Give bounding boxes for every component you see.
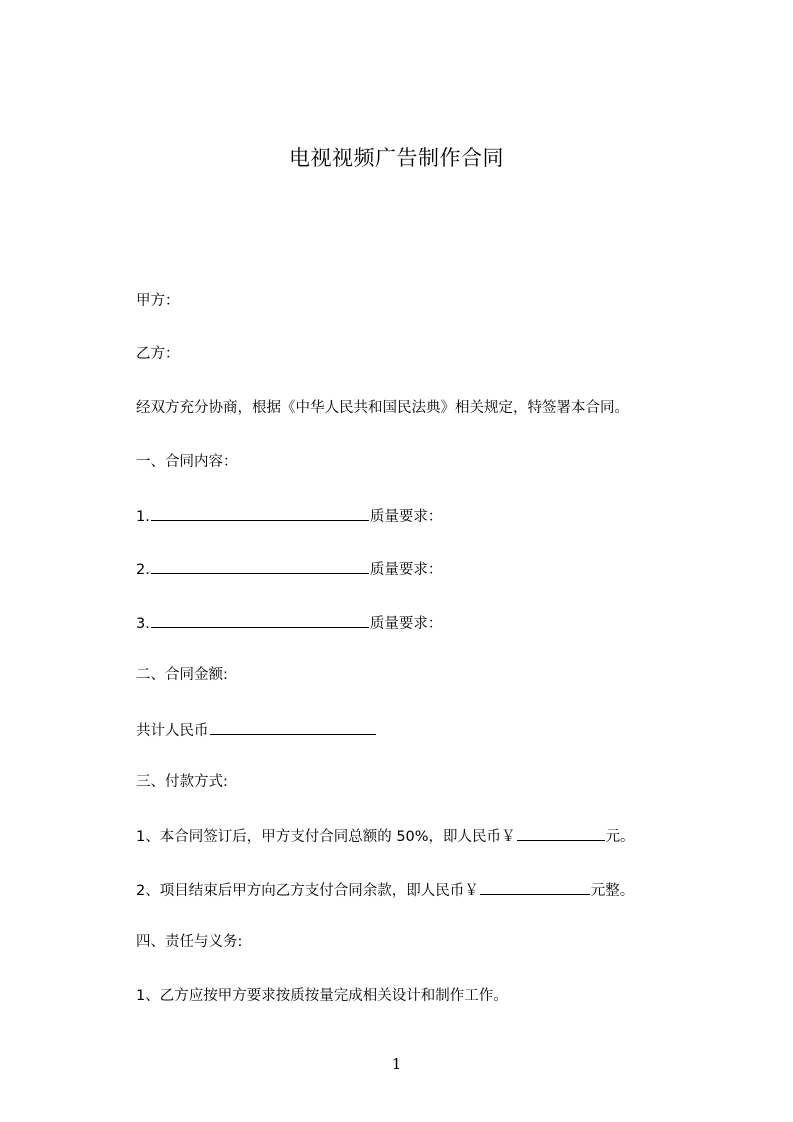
- fill-in-blank: [517, 825, 605, 841]
- document-title: 电视视频广告制作合同: [289, 146, 504, 170]
- content-item-1: [136, 505, 442, 527]
- fill-in-blank: [480, 879, 590, 895]
- fill-in-blank: [151, 612, 369, 628]
- total-amount-label: 共计人民币: [136, 723, 209, 739]
- party-a-label: 甲方：: [136, 293, 180, 309]
- payment-item-1: [136, 825, 635, 847]
- preamble-paragraph: 经双方充分协商，根据《中华人民共和国民法典》相关规定，特签署本合同。: [136, 400, 629, 416]
- item-number: 1.: [136, 509, 150, 525]
- fill-in-blank: [151, 558, 369, 574]
- fill-in-blank: [210, 719, 376, 735]
- item-number: 2.: [136, 562, 150, 578]
- content-item-3: [136, 612, 442, 634]
- payment-item-1-suffix: 元。: [605, 829, 635, 845]
- fill-in-blank: [151, 505, 369, 521]
- page-number: 1: [391, 1055, 402, 1073]
- quality-requirement-label: 质量要求：: [369, 509, 443, 525]
- section-3-heading: 三、付款方式:: [136, 774, 228, 790]
- quality-requirement-label: 质量要求：: [369, 616, 443, 632]
- quality-requirement-label: 质量要求：: [369, 562, 443, 578]
- payment-item-2-suffix: 元整。: [590, 883, 635, 899]
- section-2-heading: 二、合同金额:: [136, 667, 228, 683]
- payment-item-2-text: 2、项目结束后甲方向乙方支付合同余款，即人民币￥: [136, 883, 479, 899]
- total-amount-line: [136, 719, 377, 741]
- responsibility-item-1: 1、乙方应按甲方要求按质按量完成相关设计和制作工作。: [136, 988, 508, 1004]
- content-item-2: [136, 558, 442, 580]
- payment-item-2: [136, 879, 634, 901]
- section-1-heading: 一、合同内容：: [136, 454, 238, 470]
- section-4-heading: 四、责任与义务:: [136, 934, 243, 950]
- party-b-label: 乙方：: [136, 346, 180, 362]
- payment-item-1-text: 1、本合同签订后，甲方支付合同总额的 50%，即人民币￥: [136, 829, 516, 845]
- item-number: 3.: [136, 616, 150, 632]
